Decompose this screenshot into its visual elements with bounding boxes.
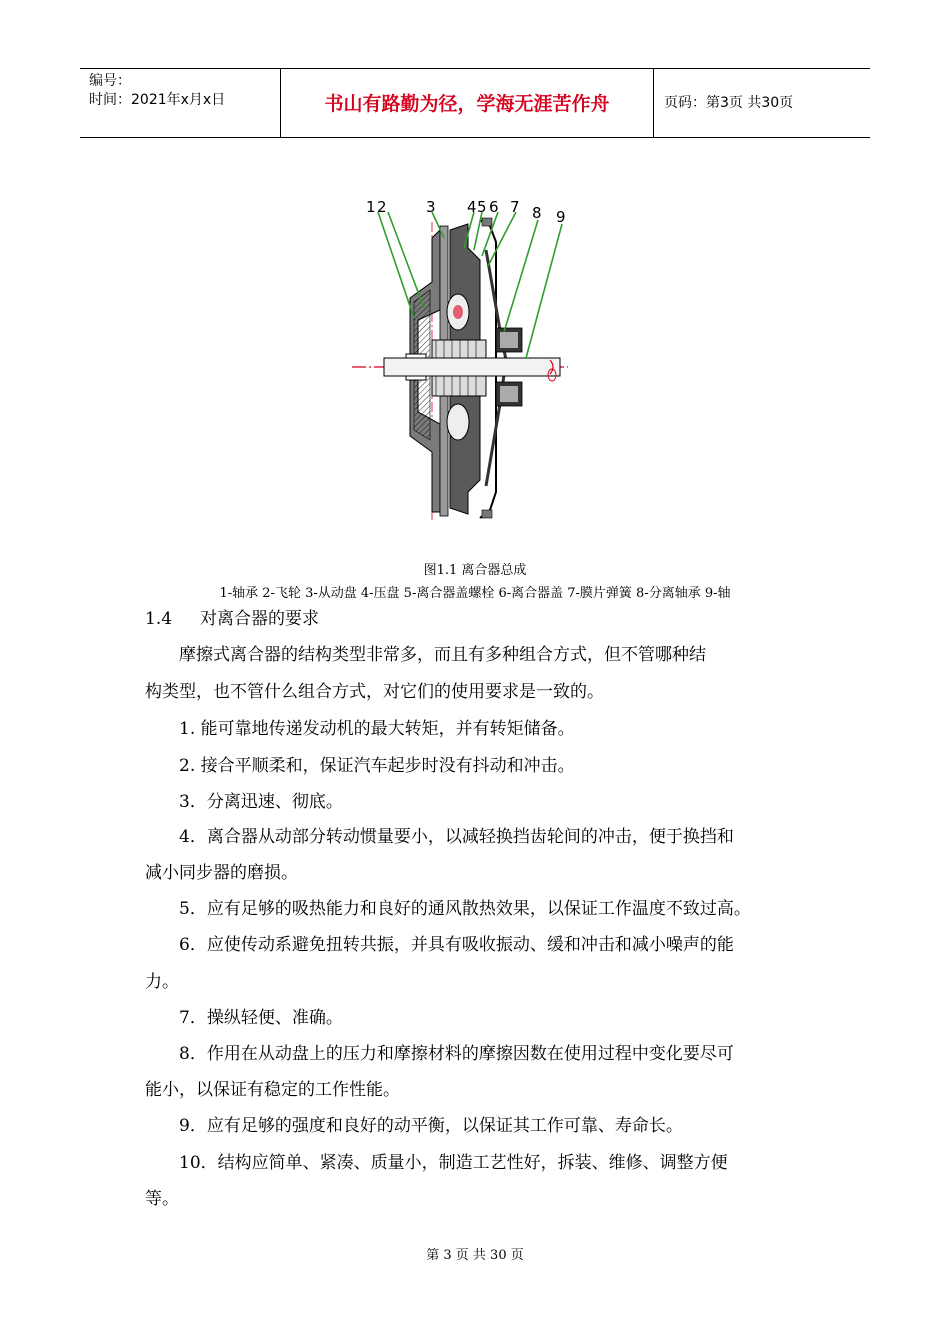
part-label-5: 5 — [477, 198, 487, 216]
requirement-item-8: 8．作用在从动盘上的压力和摩擦材料的摩擦因数在使用过程中变化要尽可 — [145, 1044, 734, 1064]
figure-caption: 图1.1 离合器总成 — [423, 563, 527, 578]
header-cell-info — [80, 69, 281, 137]
part-label-2: 2 — [377, 198, 387, 216]
requirement-item-8-cont: 能小，以保证有稳定的工作性能。 — [145, 1080, 400, 1100]
header-page-number: 页码：第3页 共30页 — [664, 95, 794, 111]
header-cell-page — [654, 69, 870, 137]
leader-line-5 — [474, 212, 482, 250]
requirement-item-3: 3．分离迅速、彻底。 — [145, 792, 343, 812]
requirement-item-10: 10．结构应简单、紧凑、质量小，制造工艺性好，拆装、维修、调整方便 — [145, 1153, 728, 1173]
cover-bolt-upper — [482, 218, 492, 226]
document-date-label: 时间：2021年x月x日 — [89, 92, 226, 108]
requirement-item-9: 9．应有足够的强度和良好的动平衡，以保证其工作可靠、寿命长。 — [145, 1116, 683, 1136]
document-number-label: 编号： — [89, 73, 131, 89]
requirement-item-7: 7．操纵轻便、准确。 — [145, 1008, 343, 1028]
header-table — [80, 68, 870, 138]
torsion-spring-lower — [447, 404, 469, 440]
part-label-9: 9 — [556, 208, 566, 226]
header-cell-motto — [281, 69, 654, 137]
section-title: 对离合器的要求 — [200, 609, 319, 629]
paragraph-line: 摩擦式离合器的结构类型非常多，而且有多种组合方式，但不管哪种结 — [145, 645, 706, 665]
header-motto: 书山有路勤为径，学海无涯苦作舟 — [324, 93, 610, 115]
part-label-6: 6 — [489, 198, 499, 216]
cover-bolt-lower — [482, 510, 492, 518]
part-label-7: 7 — [510, 198, 520, 216]
leader-line-8 — [504, 220, 538, 332]
clutch-assembly-drawing — [340, 190, 580, 530]
requirement-item-6-cont: 力。 — [145, 972, 179, 992]
requirement-item-4: 4．离合器从动部分转动惯量要小，以减轻换挡齿轮间的冲击，便于换挡和 — [145, 827, 734, 847]
requirement-item-10-cont: 等。 — [145, 1189, 179, 1209]
part-label-1: 1 — [366, 198, 376, 216]
requirement-item-1: 1. 能可靠地传递发动机的最大转矩，并有转矩储备。 — [145, 719, 575, 739]
section-number: 1.4 — [145, 609, 173, 629]
paragraph-line: 构类型，也不管什么组合方式，对它们的使用要求是一致的。 — [145, 682, 604, 702]
clutch-assembly-figure — [340, 190, 580, 530]
requirement-item-6: 6．应使传动系避免扭转共振，并具有吸收振动、缓和冲击和减小噪声的能 — [145, 935, 734, 955]
requirement-item-2: 2. 接合平顺柔和，保证汽车起步时没有抖动和冲击。 — [145, 756, 575, 776]
figure-legend: 1-轴承 2-飞轮 3-从动盘 4-压盘 5-离合器盖螺栓 6-离合器盖 7-膜片弹簧 8-分离轴承 9-轴 — [219, 586, 731, 601]
part-label-4: 4 — [467, 198, 477, 216]
part-label-3: 3 — [426, 198, 436, 216]
part-label-8: 8 — [532, 204, 542, 222]
section-heading — [145, 608, 825, 630]
shaft — [384, 358, 560, 376]
page-footer: 第 3 页 共 30 页 — [426, 1248, 524, 1263]
requirement-item-5: 5．应有足够的吸热能力和良好的通风散热效果，以保证工作温度不致过高。 — [145, 899, 751, 919]
requirement-item-4-cont: 减小同步器的磨损。 — [145, 863, 298, 883]
